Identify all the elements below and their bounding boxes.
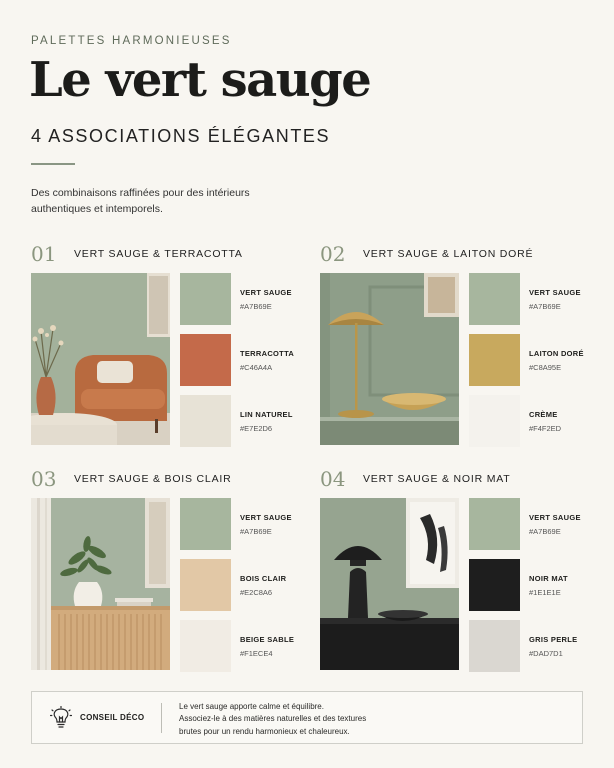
swatch-name: LAITON DORÉ [529, 349, 584, 358]
color-swatch [180, 334, 231, 386]
swatch-name: BOIS CLAIR [240, 574, 287, 583]
tip-line: Associez-le à des matières naturelles et des textures [179, 714, 367, 724]
swatch-hex: #E7E2D6 [240, 424, 273, 433]
color-swatch [469, 498, 520, 550]
palette-photo [320, 498, 459, 670]
swatch-hex: #C8A95E [529, 363, 562, 372]
tip-line: brutes pour un rendu harmonieux et chaleureux. [179, 726, 350, 736]
divider [161, 703, 162, 733]
swatch-row [180, 273, 310, 325]
swatch-row [180, 559, 310, 611]
swatch-row [180, 395, 310, 447]
palette-name: VERT SAUGE & BOIS CLAIR [74, 473, 232, 485]
swatch-hex: #A7B69E [240, 302, 272, 311]
intro-line: authentiques et intemporels. [31, 202, 163, 215]
palette-card [320, 466, 590, 666]
palette-number: 03 [31, 467, 57, 491]
palette-number: 04 [320, 467, 346, 491]
palette-number: 02 [320, 242, 346, 266]
palette-card [320, 241, 590, 441]
brass-lamp-photo [320, 273, 459, 445]
swatch-hex: #E2C8A6 [240, 588, 273, 597]
swatch-name: NOIR MAT [529, 574, 568, 583]
swatch-name: VERT SAUGE [529, 288, 581, 297]
color-swatch [469, 395, 520, 447]
palette-photo [31, 498, 170, 670]
palette-name: VERT SAUGE & LAITON DORÉ [363, 248, 534, 260]
swatch-hex: #DAD7D1 [529, 649, 563, 658]
terracotta-armchair-photo [31, 273, 170, 445]
color-swatch [180, 559, 231, 611]
color-swatch [469, 273, 520, 325]
swatch-row [469, 334, 599, 386]
swatch-row [180, 334, 310, 386]
swatch-hex: #F1ECE4 [240, 649, 273, 658]
palette-photo [320, 273, 459, 445]
tip-label: CONSEIL DÉCO [80, 713, 145, 722]
swatch-name: LIN NATUREL [240, 410, 293, 419]
color-swatch [469, 559, 520, 611]
palette-name: VERT SAUGE & TERRACOTTA [74, 248, 243, 260]
swatch-name: CRÈME [529, 410, 558, 419]
swatch-row [469, 498, 599, 550]
swatch-row [469, 273, 599, 325]
palette-header [31, 241, 243, 267]
swatch-hex: #A7B69E [529, 527, 561, 536]
swatch-name: BEIGE SABLE [240, 635, 295, 644]
palette-header [320, 241, 533, 267]
color-swatch [180, 498, 231, 550]
black-lamp-photo [320, 498, 459, 670]
swatch-name: VERT SAUGE [240, 513, 292, 522]
palette-header [320, 466, 511, 492]
tip-line: Le vert sauge apporte calme et équilibre. [179, 702, 324, 711]
swatch-hex: #1E1E1E [529, 588, 561, 597]
swatch-hex: #A7B69E [240, 527, 272, 536]
swatch-row [180, 498, 310, 550]
color-swatch [469, 620, 520, 672]
color-swatch [180, 395, 231, 447]
wood-sideboard-photo [31, 498, 170, 670]
page-title: Le vert sauge [29, 52, 371, 108]
divider [31, 163, 75, 165]
intro-line: Des combinaisons raffinées pour des intérieurs [31, 187, 250, 199]
swatch-name: GRIS PERLE [529, 635, 578, 644]
palette-header [31, 466, 231, 492]
palette-card [31, 241, 301, 441]
deco-tip-box [31, 691, 583, 744]
swatch-hex: #A7B69E [529, 302, 561, 311]
kicker: PALETTES HARMONIEUSES [31, 35, 232, 47]
swatch-hex: #C46A4A [240, 363, 273, 372]
color-swatch [180, 273, 231, 325]
color-swatch [180, 620, 231, 672]
swatch-hex: #F4F2ED [529, 424, 562, 433]
palette-name: VERT SAUGE & NOIR MAT [363, 473, 511, 485]
swatch-row [180, 620, 310, 672]
swatch-name: VERT SAUGE [529, 513, 581, 522]
swatch-row [469, 395, 599, 447]
tip-text [179, 701, 569, 738]
lightbulb-icon [50, 706, 72, 730]
palette-card [31, 466, 301, 666]
palette-photo [31, 273, 170, 445]
palette-number: 01 [31, 242, 57, 266]
swatch-name: TERRACOTTA [240, 349, 295, 358]
intro-text [31, 186, 301, 218]
swatch-row [469, 559, 599, 611]
color-swatch [469, 334, 520, 386]
swatch-name: VERT SAUGE [240, 288, 292, 297]
swatch-row [469, 620, 599, 672]
page-subtitle: 4 ASSOCIATIONS ÉLÉGANTES [31, 126, 331, 146]
